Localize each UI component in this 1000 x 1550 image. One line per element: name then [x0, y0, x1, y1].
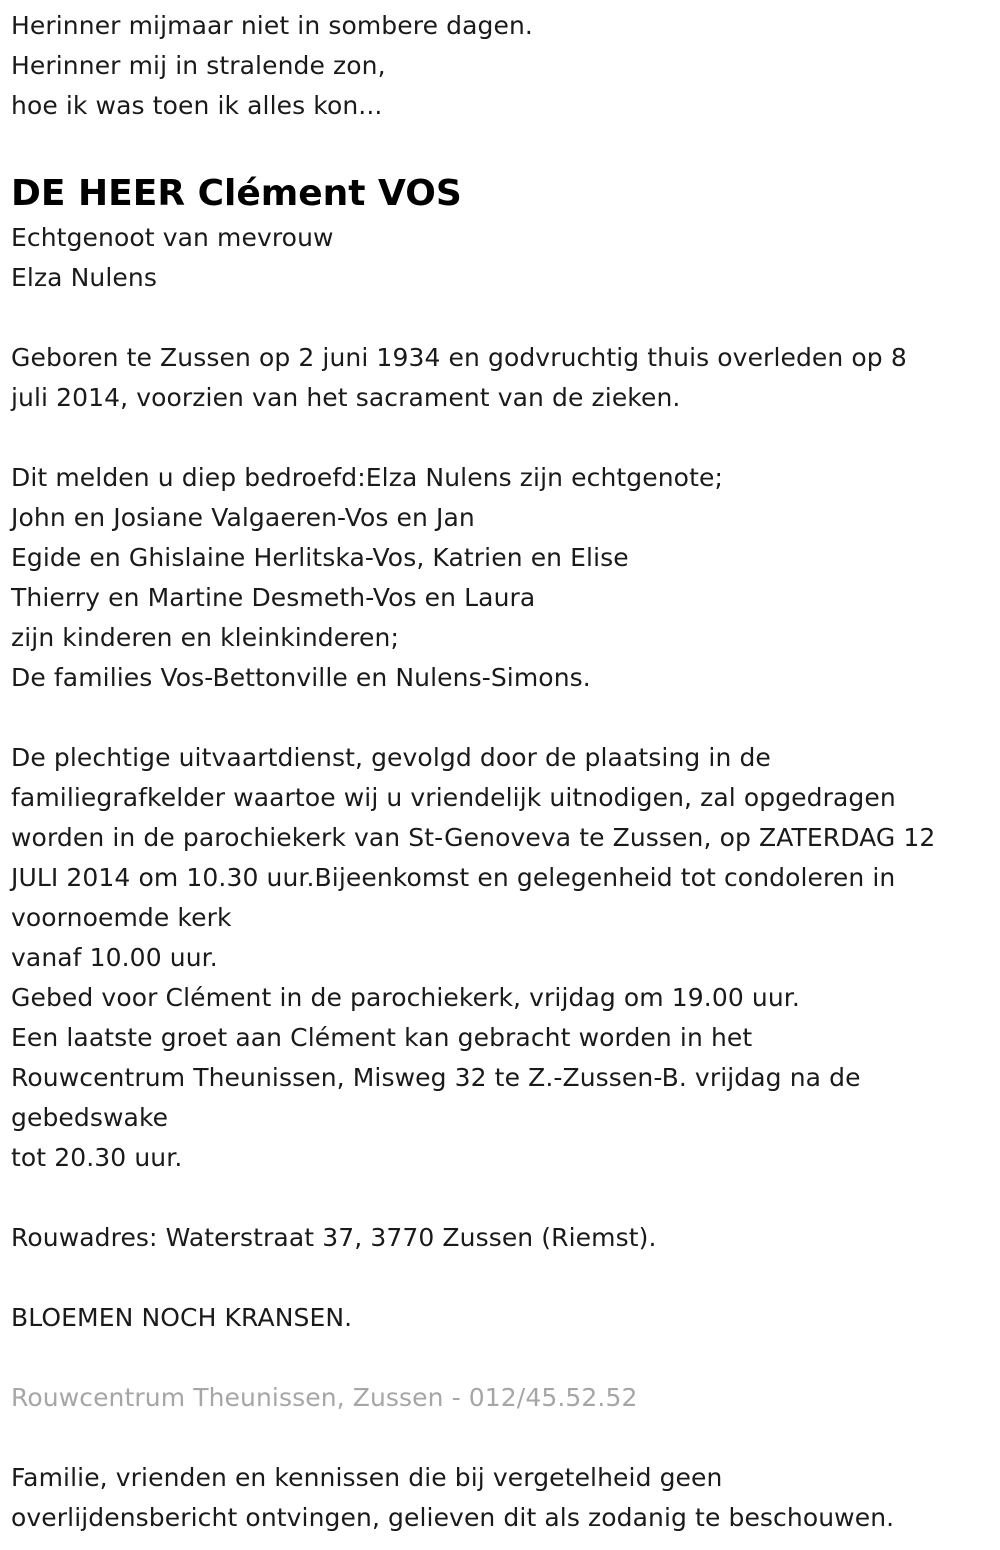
service-line: De plechtige uitvaartdienst, gevolgd door de plaatsing in de	[11, 743, 771, 772]
poem	[11, 6, 988, 126]
service-line: worden in de parochiekerk van St-Genoveva te Zussen, op ZATERDAG 12	[11, 823, 936, 852]
family-line: Thierry en Martine Desmeth-Vos en Laura	[11, 583, 536, 612]
family-line: Egide en Ghislaine Herlitska-Vos, Katrien en Elise	[11, 543, 629, 572]
family-line: De families Vos-Bettonville en Nulens-Simons.	[11, 663, 591, 692]
service-line: voornoemde kerk	[11, 903, 232, 932]
family-line: zijn kinderen en kleinkinderen;	[11, 623, 399, 652]
birth-line: juli 2014, voorzien van het sacrament van de zieken.	[11, 383, 681, 412]
birth-line: Geboren te Zussen op 2 juni 1934 en godvruchtig thuis overleden op 8	[11, 343, 907, 372]
service-line: JULI 2014 om 10.30 uur.Bijeenkomst en gelegenheid tot condoleren in	[11, 863, 896, 892]
service-line: tot 20.30 uur.	[11, 1143, 183, 1172]
poem-line: hoe ik was toen ik alles kon...	[11, 91, 383, 120]
closing-line: overlijdensbericht ontvingen, gelieven dit als zodanig te beschouwen.	[11, 1503, 895, 1532]
poem-line: Herinner mijmaar niet in sombere dagen.	[11, 11, 533, 40]
service-line: Een laatste groet aan Clément kan gebracht worden in het	[11, 1023, 753, 1052]
spouse-line: Echtgenoot van mevrouw	[11, 223, 334, 252]
service-line: familiegrafkelder waartoe wij u vriendelijk uitnodigen, zal opgedragen	[11, 783, 896, 812]
funeral-home-contact: Rouwcentrum Theunissen, Zussen - 012/45.52.52	[11, 1383, 638, 1412]
family-paragraph	[11, 458, 988, 698]
flowers-notice: BLOEMEN NOCH KRANSEN.	[11, 1303, 353, 1332]
service-line: gebedswake	[11, 1103, 169, 1132]
mourning-address: Rouwadres: Waterstraat 37, 3770 Zussen (Riemst).	[11, 1223, 657, 1252]
family-line: John en Josiane Valgaeren-Vos en Jan	[11, 503, 475, 532]
service-line: Gebed voor Clément in de parochiekerk, vrijdag om 19.00 uur.	[11, 983, 800, 1012]
deceased-name: DE HEER Clément VOS	[11, 173, 462, 214]
closing-line: Familie, vrienden en kennissen die bij vergetelheid geen	[11, 1463, 723, 1492]
service-line: Rouwcentrum Theunissen, Misweg 32 te Z.-Zussen-B. vrijdag na de	[11, 1063, 861, 1092]
family-line: Dit melden u diep bedroefd:Elza Nulens zijn echtgenote;	[11, 463, 723, 492]
service-line: vanaf 10.00 uur.	[11, 943, 218, 972]
spouse-line: Elza Nulens	[11, 263, 157, 292]
poem-line: Herinner mij in stralende zon,	[11, 51, 386, 80]
service-paragraph	[11, 738, 988, 1178]
spouse-block	[11, 218, 988, 298]
birth-death-paragraph	[11, 338, 988, 418]
closing-paragraph	[11, 1458, 988, 1538]
